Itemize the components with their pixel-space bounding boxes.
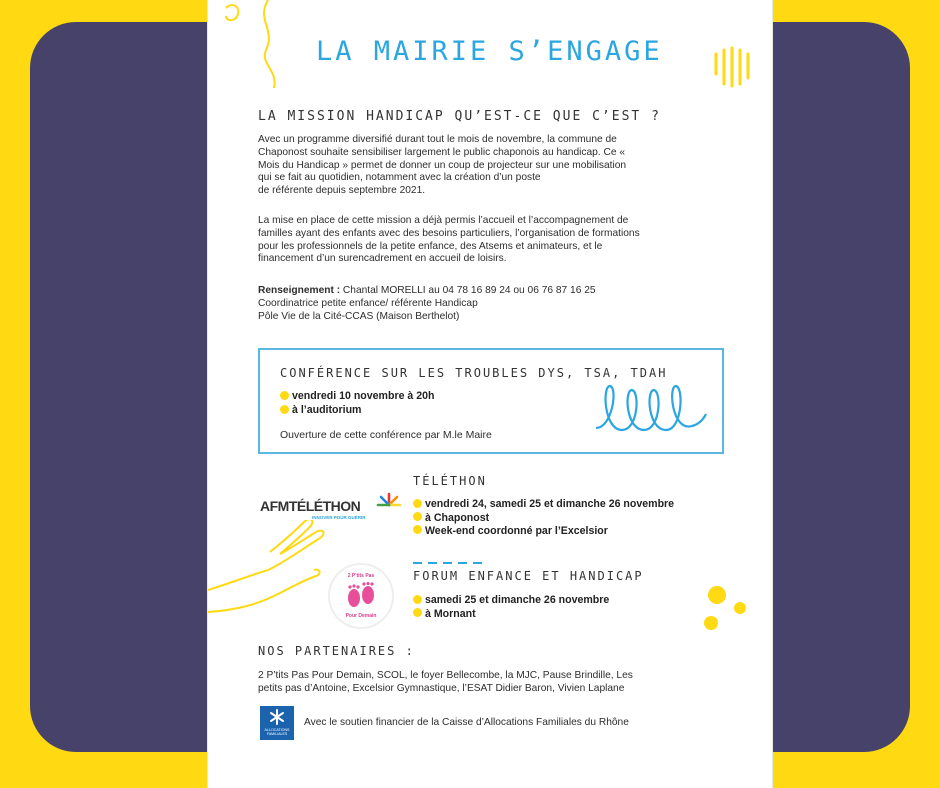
hand-doodle-icon (208, 520, 328, 630)
yellow-dot-icon (708, 586, 726, 604)
sun-icon (376, 492, 402, 518)
mission-heading: LA MISSION HANDICAP QU’EST-CE QUE C’EST ? (258, 109, 661, 124)
ptits-pas-logo: 2 P'tits Pas Pour Demain (328, 563, 394, 629)
bullet-icon (413, 608, 422, 617)
yellow-lines-icon (712, 44, 760, 90)
forum-heading: FORUM ENFANCE ET HANDICAP (413, 569, 644, 583)
conference-heading: CONFÉRENCE SUR LES TROUBLES DYS, TSA, TDAH (280, 366, 668, 380)
bullet-icon (413, 525, 422, 534)
page-title: LA MAIRIE S’ENGAGE (316, 36, 663, 67)
bullet-icon (280, 405, 289, 414)
contact-info: Renseignement : Chantal MORELLI au 04 78 16 89 24 ou 06 76 87 16 25 Coordinatrice petite enfance/ référente Handicap Pôle Vie de la Cité-CCAS (Maison Berthelot) (258, 285, 596, 322)
conference-details: vendredi 10 novembre à 20h à l’auditorium (292, 390, 435, 416)
flyer-page (208, 0, 772, 788)
support-text: Avec le soutien financier de la Caisse d’Allocations Familiales du Rhône (304, 717, 629, 728)
contact-label: Renseignement : (258, 285, 341, 296)
yellow-dot-icon (734, 602, 746, 614)
conference-note: Ouverture de cette conférence par M.le Maire (280, 429, 492, 441)
bullet-icon (280, 391, 289, 400)
afm-telethon-logo: AFMTÉLÉTHON INNOVER POUR GUÉRIR (260, 498, 366, 520)
forum-details: samedi 25 et dimanche 26 novembre à Mornant (425, 594, 610, 620)
bullet-icon (413, 595, 422, 604)
bullet-icon (413, 499, 422, 508)
partners-list: 2 P’tits Pas Pour Demain, SCOL, le foyer Bellecombe, la MJC, Pause Brindille, Les petits pas d’Antoine, Excelsior Gymnastique, l’ESAT Didier Baron, Vivien Laplane (258, 670, 633, 694)
conference-box (258, 348, 724, 454)
loops-doodle-icon (592, 378, 710, 440)
yellow-dot-icon (704, 616, 718, 630)
telethon-heading: TÉLÉTHON (413, 474, 487, 488)
footprints-icon (344, 582, 378, 610)
doodle-swirl-icon (216, 0, 286, 90)
dashed-divider (413, 551, 488, 569)
mission-paragraph-1: Avec un programme diversifié durant tout le mois de novembre, la commune de Chaponost souhaite sensibiliser largement le public chaponois au handicap. Ce « Mois du Handicap » permet de donner un coup de projecteur sur une mobilisation qui se fait au quotidien, notamment avec la création d’un poste de référente depuis septembre 2021. (258, 134, 627, 197)
telethon-details: vendredi 24, samedi 25 et dimanche 26 novembre à Chaponost Week-end coordonné par l’Excelsior (425, 498, 675, 537)
caf-logo: ALLOCATIONS FAMILIALES (260, 706, 294, 740)
mission-paragraph-2: La mise en place de cette mission a déjà permis l’accueil et l’accompagnement de familles ayant des enfants avec des besoins particuliers, l’organisation de formations pour les professionnels de la petite enfance, des Atsems et animateurs, et le financement d’un surencadrement en accueil de loisirs. (258, 215, 640, 265)
partners-heading: NOS PARTENAIRES : (258, 644, 415, 658)
snowflake-icon (269, 709, 285, 725)
bullet-icon (413, 512, 422, 521)
